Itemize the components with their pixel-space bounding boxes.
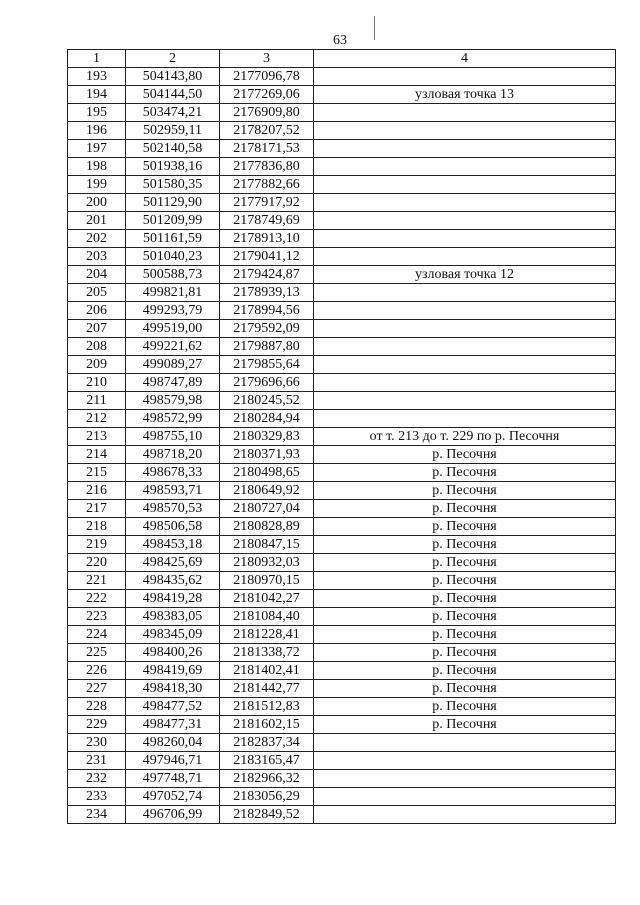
table-row xyxy=(68,86,616,104)
y-coordinate-cell: 2181042,27 xyxy=(220,590,314,608)
y-coordinate-cell: 2180371,93 xyxy=(220,446,314,464)
point-number-cell: 223 xyxy=(68,608,126,626)
x-coordinate-cell: 498572,99 xyxy=(126,410,220,428)
y-coordinate-cell: 2178913,10 xyxy=(220,230,314,248)
description-cell: р. Песочня xyxy=(314,662,616,680)
x-coordinate-cell: 498570,53 xyxy=(126,500,220,518)
table-row xyxy=(68,626,616,644)
column-header-2: 2 xyxy=(126,50,220,68)
y-coordinate-cell: 2178994,56 xyxy=(220,302,314,320)
description-cell xyxy=(314,338,616,356)
description-cell: р. Песочня xyxy=(314,554,616,572)
y-coordinate-cell: 2179887,80 xyxy=(220,338,314,356)
x-coordinate-cell: 498477,31 xyxy=(126,716,220,734)
y-coordinate-cell: 2180847,15 xyxy=(220,536,314,554)
y-coordinate-cell: 2182966,32 xyxy=(220,770,314,788)
description-cell xyxy=(314,410,616,428)
table-row xyxy=(68,464,616,482)
table-row xyxy=(68,788,616,806)
point-number-cell: 227 xyxy=(68,680,126,698)
table-row xyxy=(68,518,616,536)
point-number-cell: 201 xyxy=(68,212,126,230)
description-cell xyxy=(314,176,616,194)
description-cell: р. Песочня xyxy=(314,464,616,482)
x-coordinate-cell: 499089,27 xyxy=(126,356,220,374)
description-cell xyxy=(314,140,616,158)
point-number-cell: 211 xyxy=(68,392,126,410)
description-cell xyxy=(314,104,616,122)
description-cell: р. Песочня xyxy=(314,482,616,500)
x-coordinate-cell: 501580,35 xyxy=(126,176,220,194)
y-coordinate-cell: 2179855,64 xyxy=(220,356,314,374)
x-coordinate-cell: 497052,74 xyxy=(126,788,220,806)
point-number-cell: 230 xyxy=(68,734,126,752)
table-row xyxy=(68,590,616,608)
table-row xyxy=(68,338,616,356)
y-coordinate-cell: 2181338,72 xyxy=(220,644,314,662)
table-row xyxy=(68,536,616,554)
point-number-cell: 198 xyxy=(68,158,126,176)
description-cell xyxy=(314,806,616,824)
x-coordinate-cell: 501161,59 xyxy=(126,230,220,248)
description-cell xyxy=(314,734,616,752)
y-coordinate-cell: 2180828,89 xyxy=(220,518,314,536)
x-coordinate-cell: 502959,11 xyxy=(126,122,220,140)
point-number-cell: 225 xyxy=(68,644,126,662)
x-coordinate-cell: 498383,05 xyxy=(126,608,220,626)
y-coordinate-cell: 2176909,80 xyxy=(220,104,314,122)
point-number-cell: 219 xyxy=(68,536,126,554)
description-cell xyxy=(314,302,616,320)
description-cell xyxy=(314,230,616,248)
x-coordinate-cell: 498477,52 xyxy=(126,698,220,716)
description-cell xyxy=(314,392,616,410)
x-coordinate-cell: 498419,28 xyxy=(126,590,220,608)
description-cell: р. Песочня xyxy=(314,446,616,464)
x-coordinate-cell: 504144,50 xyxy=(126,86,220,104)
y-coordinate-cell: 2179696,66 xyxy=(220,374,314,392)
y-coordinate-cell: 2181228,41 xyxy=(220,626,314,644)
x-coordinate-cell: 498453,18 xyxy=(126,536,220,554)
point-number-cell: 202 xyxy=(68,230,126,248)
x-coordinate-cell: 498678,33 xyxy=(126,464,220,482)
description-cell: узловая точка 12 xyxy=(314,266,616,284)
description-cell: р. Песочня xyxy=(314,518,616,536)
x-coordinate-cell: 498419,69 xyxy=(126,662,220,680)
description-cell xyxy=(314,374,616,392)
description-cell xyxy=(314,770,616,788)
table-row xyxy=(68,716,616,734)
table-row xyxy=(68,302,616,320)
point-number-cell: 226 xyxy=(68,662,126,680)
table-row xyxy=(68,752,616,770)
table-row xyxy=(68,104,616,122)
y-coordinate-cell: 2180498,65 xyxy=(220,464,314,482)
point-number-cell: 215 xyxy=(68,464,126,482)
description-cell xyxy=(314,320,616,338)
description-cell: р. Песочня xyxy=(314,644,616,662)
y-coordinate-cell: 2177836,80 xyxy=(220,158,314,176)
table-row xyxy=(68,806,616,824)
table-row xyxy=(68,608,616,626)
table-row xyxy=(68,374,616,392)
description-cell: р. Песочня xyxy=(314,500,616,518)
column-header-4: 4 xyxy=(314,50,616,68)
x-coordinate-cell: 497748,71 xyxy=(126,770,220,788)
y-coordinate-cell: 2181442,77 xyxy=(220,680,314,698)
point-number-cell: 212 xyxy=(68,410,126,428)
description-cell xyxy=(314,68,616,86)
point-number-cell: 200 xyxy=(68,194,126,212)
y-coordinate-cell: 2181402,41 xyxy=(220,662,314,680)
point-number-cell: 220 xyxy=(68,554,126,572)
table-body xyxy=(68,68,616,824)
x-coordinate-cell: 497946,71 xyxy=(126,752,220,770)
description-cell: р. Песочня xyxy=(314,608,616,626)
y-coordinate-cell: 2178171,53 xyxy=(220,140,314,158)
y-coordinate-cell: 2182849,52 xyxy=(220,806,314,824)
x-coordinate-cell: 502140,58 xyxy=(126,140,220,158)
table-row xyxy=(68,140,616,158)
point-number-cell: 204 xyxy=(68,266,126,284)
y-coordinate-cell: 2178207,52 xyxy=(220,122,314,140)
point-number-cell: 210 xyxy=(68,374,126,392)
column-header-3: 3 xyxy=(220,50,314,68)
y-coordinate-cell: 2180970,15 xyxy=(220,572,314,590)
point-number-cell: 213 xyxy=(68,428,126,446)
x-coordinate-cell: 500588,73 xyxy=(126,266,220,284)
y-coordinate-cell: 2178749,69 xyxy=(220,212,314,230)
point-number-cell: 207 xyxy=(68,320,126,338)
y-coordinate-cell: 2177096,78 xyxy=(220,68,314,86)
x-coordinate-cell: 498506,58 xyxy=(126,518,220,536)
table-row xyxy=(68,266,616,284)
table-row xyxy=(68,554,616,572)
description-cell: р. Песочня xyxy=(314,698,616,716)
point-number-cell: 214 xyxy=(68,446,126,464)
x-coordinate-cell: 498755,10 xyxy=(126,428,220,446)
x-coordinate-cell: 499293,79 xyxy=(126,302,220,320)
table-row xyxy=(68,482,616,500)
point-number-cell: 233 xyxy=(68,788,126,806)
point-number-cell: 216 xyxy=(68,482,126,500)
point-number-cell: 224 xyxy=(68,626,126,644)
x-coordinate-cell: 499519,00 xyxy=(126,320,220,338)
description-cell: р. Песочня xyxy=(314,680,616,698)
table-row xyxy=(68,248,616,266)
description-cell xyxy=(314,284,616,302)
table-row xyxy=(68,734,616,752)
x-coordinate-cell: 501129,90 xyxy=(126,194,220,212)
point-number-cell: 209 xyxy=(68,356,126,374)
x-coordinate-cell: 498260,04 xyxy=(126,734,220,752)
point-number-cell: 196 xyxy=(68,122,126,140)
table-row xyxy=(68,284,616,302)
point-number-cell: 197 xyxy=(68,140,126,158)
table-row xyxy=(68,230,616,248)
table-row xyxy=(68,644,616,662)
point-number-cell: 221 xyxy=(68,572,126,590)
point-number-cell: 206 xyxy=(68,302,126,320)
y-coordinate-cell: 2181602,15 xyxy=(220,716,314,734)
x-coordinate-cell: 498345,09 xyxy=(126,626,220,644)
description-cell xyxy=(314,356,616,374)
description-cell xyxy=(314,122,616,140)
table-row xyxy=(68,770,616,788)
table-row xyxy=(68,572,616,590)
table-row xyxy=(68,662,616,680)
x-coordinate-cell: 498425,69 xyxy=(126,554,220,572)
table-row xyxy=(68,68,616,86)
x-coordinate-cell: 499821,81 xyxy=(126,284,220,302)
table-row xyxy=(68,158,616,176)
description-cell xyxy=(314,158,616,176)
point-number-cell: 232 xyxy=(68,770,126,788)
coordinates-table xyxy=(67,49,616,824)
description-cell xyxy=(314,212,616,230)
point-number-cell: 194 xyxy=(68,86,126,104)
table-row xyxy=(68,320,616,338)
table-row xyxy=(68,176,616,194)
x-coordinate-cell: 498400,26 xyxy=(126,644,220,662)
point-number-cell: 217 xyxy=(68,500,126,518)
description-cell: р. Песочня xyxy=(314,590,616,608)
point-number-cell: 208 xyxy=(68,338,126,356)
y-coordinate-cell: 2179041,12 xyxy=(220,248,314,266)
table-row xyxy=(68,392,616,410)
x-coordinate-cell: 498579,98 xyxy=(126,392,220,410)
point-number-cell: 205 xyxy=(68,284,126,302)
table-row xyxy=(68,500,616,518)
description-cell: узловая точка 13 xyxy=(314,86,616,104)
point-number-cell: 222 xyxy=(68,590,126,608)
y-coordinate-cell: 2180245,52 xyxy=(220,392,314,410)
table-row xyxy=(68,194,616,212)
y-coordinate-cell: 2180649,92 xyxy=(220,482,314,500)
point-number-cell: 193 xyxy=(68,68,126,86)
y-coordinate-cell: 2181512,83 xyxy=(220,698,314,716)
x-coordinate-cell: 504143,80 xyxy=(126,68,220,86)
y-coordinate-cell: 2177917,92 xyxy=(220,194,314,212)
description-cell xyxy=(314,194,616,212)
y-coordinate-cell: 2180727,04 xyxy=(220,500,314,518)
x-coordinate-cell: 501938,16 xyxy=(126,158,220,176)
table-row xyxy=(68,680,616,698)
x-coordinate-cell: 498747,89 xyxy=(126,374,220,392)
description-cell: р. Песочня xyxy=(314,536,616,554)
y-coordinate-cell: 2182837,34 xyxy=(220,734,314,752)
table-row xyxy=(68,356,616,374)
y-coordinate-cell: 2177269,06 xyxy=(220,86,314,104)
table-row xyxy=(68,410,616,428)
description-cell: р. Песочня xyxy=(314,626,616,644)
description-cell: от т. 213 до т. 229 по р. Песочня xyxy=(314,428,616,446)
y-coordinate-cell: 2183056,29 xyxy=(220,788,314,806)
page-number: 63 xyxy=(333,33,347,48)
y-coordinate-cell: 2178939,13 xyxy=(220,284,314,302)
description-cell: р. Песочня xyxy=(314,716,616,734)
column-header-1: 1 xyxy=(68,50,126,68)
x-coordinate-cell: 498418,30 xyxy=(126,680,220,698)
table-row xyxy=(68,428,616,446)
x-coordinate-cell: 501209,99 xyxy=(126,212,220,230)
y-coordinate-cell: 2180932,03 xyxy=(220,554,314,572)
x-coordinate-cell: 501040,23 xyxy=(126,248,220,266)
description-cell xyxy=(314,788,616,806)
point-number-cell: 229 xyxy=(68,716,126,734)
table-row xyxy=(68,212,616,230)
table-row xyxy=(68,446,616,464)
x-coordinate-cell: 499221,62 xyxy=(126,338,220,356)
table-row xyxy=(68,122,616,140)
table-header-row xyxy=(68,50,616,68)
point-number-cell: 203 xyxy=(68,248,126,266)
description-cell xyxy=(314,248,616,266)
x-coordinate-cell: 498593,71 xyxy=(126,482,220,500)
description-cell xyxy=(314,752,616,770)
table-row xyxy=(68,698,616,716)
point-number-cell: 228 xyxy=(68,698,126,716)
point-number-cell: 231 xyxy=(68,752,126,770)
x-coordinate-cell: 496706,99 xyxy=(126,806,220,824)
point-number-cell: 218 xyxy=(68,518,126,536)
y-coordinate-cell: 2183165,47 xyxy=(220,752,314,770)
y-coordinate-cell: 2181084,40 xyxy=(220,608,314,626)
x-coordinate-cell: 498435,62 xyxy=(126,572,220,590)
y-coordinate-cell: 2180329,83 xyxy=(220,428,314,446)
y-coordinate-cell: 2177882,66 xyxy=(220,176,314,194)
y-coordinate-cell: 2179592,09 xyxy=(220,320,314,338)
description-cell: р. Песочня xyxy=(314,572,616,590)
point-number-cell: 199 xyxy=(68,176,126,194)
point-number-cell: 234 xyxy=(68,806,126,824)
x-coordinate-cell: 503474,21 xyxy=(126,104,220,122)
x-coordinate-cell: 498718,20 xyxy=(126,446,220,464)
y-coordinate-cell: 2179424,87 xyxy=(220,266,314,284)
y-coordinate-cell: 2180284,94 xyxy=(220,410,314,428)
point-number-cell: 195 xyxy=(68,104,126,122)
